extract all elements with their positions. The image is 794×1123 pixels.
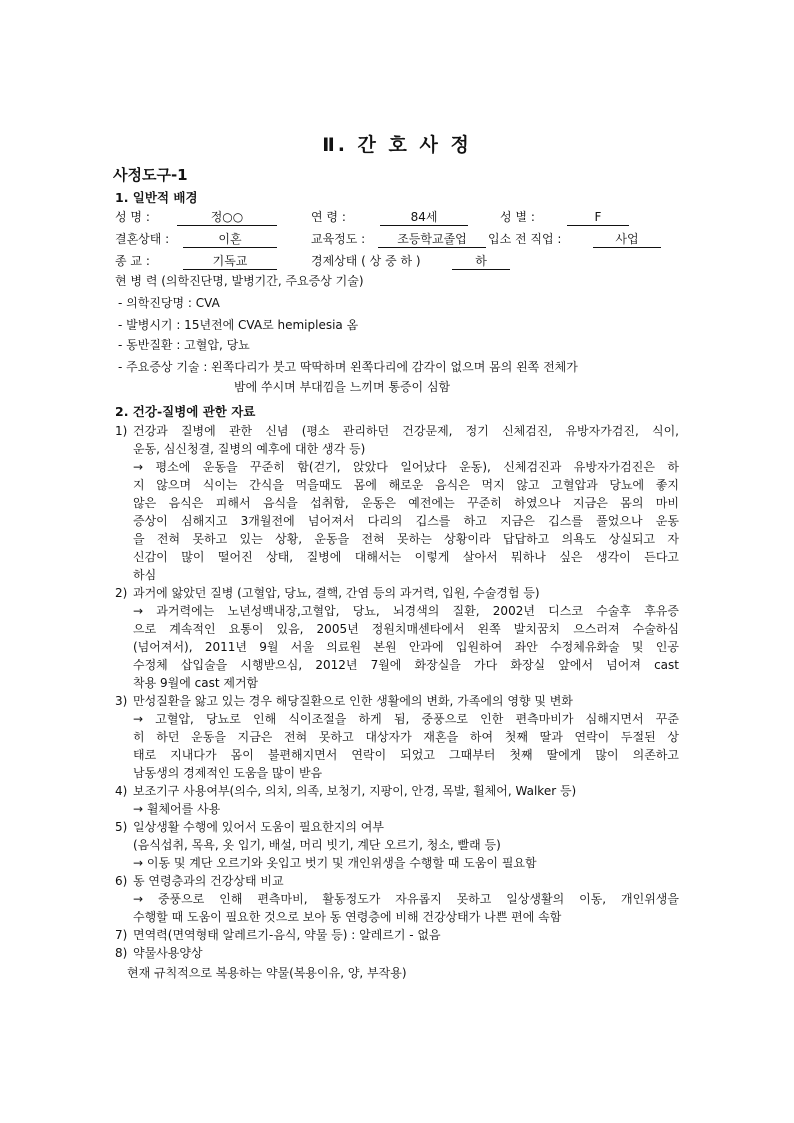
item-3-number: 3) [115,694,128,708]
item-3-line: → 고혈압, 당뇨로 인해 식이조절을 하게 됨, 중풍으로 인한 편측마비가 심해지면서 꾸준 [133,712,679,726]
history-heading: 현 병 력 (의학진단명, 발병기간, 주요증상 기술) [115,274,364,288]
religion-value: 기독교 [183,254,277,270]
item-2-line: (넘어져서), 2011년 9월 서울 의료원 본원 안과에 입원하여 좌안 수정체유화술 및 인공 [133,640,679,654]
prior-job-label: 입소 전 직업 : [488,232,562,246]
item-5-line: → 이동 및 계단 오르기와 옷입고 벗기 및 개인위생을 수행할 때 도움이 필요함 [133,856,537,870]
form-row-marital-edu-job [115,230,675,248]
item-6-line: 동 연령층과의 건강상태 비교 [133,874,284,888]
item-4-line: 보조기구 사용여부(의수, 의치, 의족, 보청기, 지팡이, 안경, 목발, 휠체어, Walker 등) [133,784,577,798]
sex-value: F [567,210,629,226]
item-3-line: 히 하던 운동을 지금은 전혀 못하고 대상자가 재혼을 하여 첫째 딸과 연락이 두절된 상 [133,730,679,744]
history-symptoms: - 주요증상 기술 : 왼쪽다리가 붓고 딱딱하며 왼쪽다리에 감각이 없으며 몸의 왼쪽 전체가 [118,360,578,374]
age-value: 84세 [380,210,468,226]
history-symptoms-cont: 밤에 쑤시며 부대낌을 느끼며 통증이 심함 [234,380,451,394]
item-2-number: 2) [115,586,128,600]
item-1-line: 을 전혀 못하고 있는 상황, 운동을 전혀 못하는 상황이라 답답하고 의욕도 상실되고 자 [133,532,679,546]
economy-label: 경제상태 ( 상 중 하 ) [311,254,421,268]
item-5-number: 5) [115,820,128,834]
item-2-line: 수정체 삽입술을 시행받으심, 2012년 7월에 화장실을 가다 화장실 앞에서 넘어져 cast [133,658,679,672]
religion-label: 종 교 : [115,254,150,268]
item-4-number: 4) [115,784,128,798]
item-1-number: 1) [115,424,128,438]
education-value: 조등학교졸업 [378,232,486,248]
item-5-line: (음식섭취, 목욕, 옷 입기, 배설, 머리 빗기, 계단 오르기, 청소, 빨래 등) [133,838,501,852]
item-1-line: 하심 [133,568,157,582]
item-6-line: → 중풍으로 인해 편측마비, 활동정도가 자유롭지 못하고 일상생활의 이동, 개인위생을 [133,892,679,906]
item-1-line: 운동, 심신청결, 질병의 예후에 대한 생각 등) [133,442,366,456]
item-2-line: 으로 계속적인 요통이 있음, 2005년 정원치매센타에서 왼쪽 발치꿈치 으스러져 수술하심 [133,622,679,636]
form-row-name-age-sex [115,208,675,226]
item-6-line: 수행할 때 도움이 필요한 것으로 보아 동 연령층에 비해 건강상태가 나쁜 편에 속함 [133,910,562,924]
marital-value: 이혼 [183,232,277,248]
item-1-line: 건강과 질병에 관한 신념 (평소 관리하던 건강문제, 정기 신체검진, 유방자가검진, 식이, [133,424,679,438]
page-title: Ⅱ. 간 호 사 정 [322,134,472,156]
name-value: 정○○ [177,210,277,226]
item-1-line: 않은 음식은 피해서 음식을 섭취함, 운동은 예전에는 꾸준히 하였으나 지금은 몸의 마비 [133,496,679,510]
name-label: 성 명 : [115,210,150,224]
item-7-number: 7) [115,928,128,942]
prior-job-value: 사업 [593,232,661,248]
economy-value: 하 [452,254,510,270]
section-1-heading: 1. 일반적 배경 [115,190,198,205]
item-5-line: 일상생활 수행에 있어서 도움이 필요한지의 여부 [133,820,384,834]
item-1-line: 지 않으며 식이는 간식을 먹을때도 몸에 해로운 음식은 먹지 않고 고혈압과 당뇨에 좋지 [133,478,679,492]
form-row-religion-economy [115,252,675,270]
section-2-heading: 2. 건강-질병에 관한 자료 [115,404,256,419]
item-1-line: 증상이 심해지고 3개월전에 넘어져서 다리의 깁스를 하고 지금은 깁스를 풀었으나 운동 [133,514,679,528]
item-6-number: 6) [115,874,128,888]
history-comorbidity: - 동반질환 : 고혈압, 당뇨 [118,338,250,352]
item-3-line: 남동생의 경제적인 도움을 많이 받음 [133,766,323,780]
item-8-line: 현재 규칙적으로 복용하는 약물(복용이유, 양, 부작용) [127,966,407,980]
marital-label: 결혼상태 : [115,232,170,246]
item-8-number: 8) [115,946,128,960]
item-3-line: 만성질환을 앓고 있는 경우 해당질환으로 인한 생활에의 변화, 가족에의 영향 및 변화 [133,694,573,708]
age-label: 연 령 : [311,210,346,224]
item-7-line: 면역력(면역형태 알레르기-음식, 약물 등) : 알레르기 - 없음 [133,928,441,942]
item-4-line: → 휠체어를 사용 [133,802,221,816]
item-3-line: 태로 지내다가 몸이 불편해지면서 연락이 되었고 그때부터 첫째 딸에게 많이 의존하고 [133,748,679,762]
item-8-line: 약물사용양상 [133,946,203,960]
assessment-tool-title: 사정도구-1 [113,166,188,184]
item-2-line: 착용 9월에 cast 제거함 [133,676,259,690]
item-1-line: → 평소에 운동을 꾸준히 함(걷기, 앉았다 일어났다 운동), 신체검진과 유방자가검진은 하 [133,460,679,474]
education-label: 교육정도 : [311,232,366,246]
history-onset: - 발병시기 : 15년전에 CVA로 hemiplesia 옴 [118,318,359,332]
item-2-line: → 과거력에는 노년성백내장,고혈압, 당뇨, 뇌경색의 질환, 2002년 디스코 수술후 후유증 [133,604,679,618]
sex-label: 성 별 : [500,210,535,224]
item-2-line: 과거에 앓았던 질병 (고혈압, 당뇨, 결핵, 간염 등의 과거력, 입원, 수술경험 등) [133,586,540,600]
item-1-line: 신감이 많이 떨어진 상태, 질병에 대해서는 이렇게 살아서 뭐하나 싶은 생각이 든다고 [133,550,679,564]
history-diagnosis: - 의학진당명 : CVA [118,296,220,310]
